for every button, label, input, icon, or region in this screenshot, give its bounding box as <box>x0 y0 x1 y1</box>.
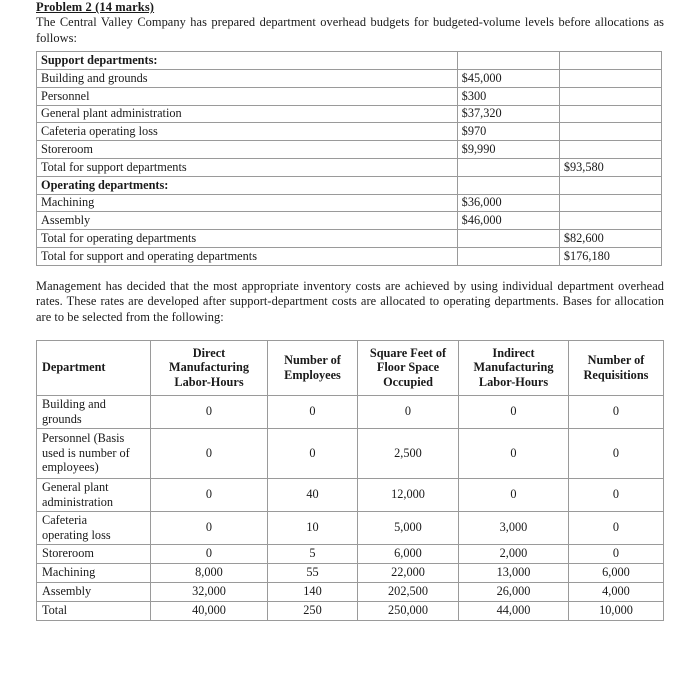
budget-row-amount <box>457 247 559 265</box>
table-row <box>37 212 662 230</box>
budget-row-amount: $46,000 <box>457 212 559 230</box>
spacer-after-budget-table <box>36 266 664 279</box>
document-content <box>36 0 664 621</box>
table-row <box>37 478 664 511</box>
cell-direct-manufacturing-labor-hours: 0 <box>151 511 268 544</box>
cell-department-name: Storeroom <box>37 544 151 563</box>
cell-number-of-requisitions: 4,000 <box>569 582 664 601</box>
budget-row-amount: $970 <box>457 123 559 141</box>
budget-row-label: Total for operating departments <box>37 230 458 248</box>
budget-row-amount <box>457 158 559 176</box>
cell-department-name: Total <box>37 601 151 620</box>
budget-row-amount: $300 <box>457 87 559 105</box>
page-title: Problem 2 (14 marks) <box>36 0 155 14</box>
table-row <box>37 395 664 428</box>
cell-indirect-manufacturing-labor-hours: 0 <box>459 428 569 478</box>
cell-direct-manufacturing-labor-hours: 40,000 <box>151 601 268 620</box>
cell-square-feet-floor-space: 12,000 <box>358 478 459 511</box>
table-row <box>37 544 664 563</box>
cell-direct-manufacturing-labor-hours: 0 <box>151 428 268 478</box>
cell-number-of-requisitions: 0 <box>569 395 664 428</box>
budget-row-label: Building and grounds <box>37 69 458 87</box>
cell-number-of-employees: 250 <box>268 601 358 620</box>
cell-number-of-employees: 55 <box>268 563 358 582</box>
table-row <box>37 601 664 620</box>
cell-number-of-requisitions: 6,000 <box>569 563 664 582</box>
table-row <box>37 69 662 87</box>
table-row <box>37 141 662 159</box>
budget-row-total <box>559 212 661 230</box>
cell-indirect-manufacturing-labor-hours: 2,000 <box>459 544 569 563</box>
cell-number-of-requisitions: 0 <box>569 544 664 563</box>
budget-row-total: $93,580 <box>559 158 661 176</box>
budget-table-body <box>37 52 662 266</box>
intro-paragraph: The Central Valley Company has prepared department overhead budgets for budgeted-volume levels before allocations as follows: <box>36 15 664 45</box>
cell-number-of-requisitions: 0 <box>569 511 664 544</box>
column-header-indirect-manufacturing-labor-hours: Indirect Manufacturing Labor-Hours <box>459 340 569 395</box>
table-row <box>37 582 664 601</box>
table-row <box>37 511 664 544</box>
budget-row-amount: $9,990 <box>457 141 559 159</box>
cell-department-name: Assembly <box>37 582 151 601</box>
cell-direct-manufacturing-labor-hours: 8,000 <box>151 563 268 582</box>
budget-row-label: Assembly <box>37 212 458 230</box>
table-row <box>37 230 662 248</box>
cell-direct-manufacturing-labor-hours: 0 <box>151 395 268 428</box>
cell-indirect-manufacturing-labor-hours: 44,000 <box>459 601 569 620</box>
budget-row-label: Total for support departments <box>37 158 458 176</box>
budget-row-total <box>559 105 661 123</box>
cell-square-feet-floor-space: 2,500 <box>358 428 459 478</box>
table-row <box>37 247 662 265</box>
budget-row-amount <box>457 52 559 70</box>
budget-row-total <box>559 141 661 159</box>
cell-number-of-employees: 40 <box>268 478 358 511</box>
budget-row-label: Cafeteria operating loss <box>37 123 458 141</box>
cell-number-of-requisitions: 10,000 <box>569 601 664 620</box>
cell-number-of-employees: 10 <box>268 511 358 544</box>
cell-indirect-manufacturing-labor-hours: 26,000 <box>459 582 569 601</box>
cell-department-name: General plant administration <box>37 478 151 511</box>
cell-indirect-manufacturing-labor-hours: 0 <box>459 395 569 428</box>
cell-number-of-employees: 0 <box>268 428 358 478</box>
table-row <box>37 194 662 212</box>
budget-row-amount <box>457 230 559 248</box>
cell-number-of-requisitions: 0 <box>569 428 664 478</box>
cell-direct-manufacturing-labor-hours: 0 <box>151 544 268 563</box>
budget-row-label: General plant administration <box>37 105 458 123</box>
budget-row-total <box>559 176 661 194</box>
table-row <box>37 158 662 176</box>
budget-row-total <box>559 123 661 141</box>
cell-department-name: Building and grounds <box>37 395 151 428</box>
budget-row-total: $176,180 <box>559 247 661 265</box>
table-row <box>37 428 664 478</box>
spacer-before-allocation-table <box>36 326 664 340</box>
budget-row-label: Operating departments: <box>37 176 458 194</box>
cell-square-feet-floor-space: 250,000 <box>358 601 459 620</box>
cell-square-feet-floor-space: 0 <box>358 395 459 428</box>
budget-row-amount: $37,320 <box>457 105 559 123</box>
table-row <box>37 563 664 582</box>
table-row <box>37 176 662 194</box>
cell-number-of-requisitions: 0 <box>569 478 664 511</box>
cell-indirect-manufacturing-labor-hours: 13,000 <box>459 563 569 582</box>
column-header-direct-manufacturing-labor-hours: Direct Manufacturing Labor-Hours <box>151 340 268 395</box>
budget-row-label: Storeroom <box>37 141 458 159</box>
allocation-bases-table <box>36 340 664 621</box>
budget-row-total: $82,600 <box>559 230 661 248</box>
column-header-square-feet-floor-space: Square Feet of Floor Space Occupied <box>358 340 459 395</box>
column-header-number-of-employees: Number of Employees <box>268 340 358 395</box>
management-paragraph: Management has decided that the most appropriate inventory costs are achieved by using individual department overhead rates. These rates are developed after support-department costs are allocated to operating departments. Bases for allocation are to be selected from the following: <box>36 278 664 324</box>
cell-department-name: Machining <box>37 563 151 582</box>
cell-department-name: Cafeteria operating loss <box>37 511 151 544</box>
budget-row-total <box>559 87 661 105</box>
cell-square-feet-floor-space: 5,000 <box>358 511 459 544</box>
budget-row-total <box>559 194 661 212</box>
budget-row-label: Personnel <box>37 87 458 105</box>
allocation-table-head <box>37 340 664 395</box>
budget-row-label: Machining <box>37 194 458 212</box>
budget-row-label: Support departments: <box>37 52 458 70</box>
cell-square-feet-floor-space: 202,500 <box>358 582 459 601</box>
cell-square-feet-floor-space: 22,000 <box>358 563 459 582</box>
budget-row-total <box>559 69 661 87</box>
cell-indirect-manufacturing-labor-hours: 3,000 <box>459 511 569 544</box>
cell-direct-manufacturing-labor-hours: 0 <box>151 478 268 511</box>
budget-row-amount: $36,000 <box>457 194 559 212</box>
table-row <box>37 52 662 70</box>
cell-direct-manufacturing-labor-hours: 32,000 <box>151 582 268 601</box>
allocation-header-row <box>37 340 664 395</box>
cell-square-feet-floor-space: 6,000 <box>358 544 459 563</box>
column-header-number-of-requisitions: Number of Requisitions <box>569 340 664 395</box>
column-header-department: Department <box>37 340 151 395</box>
cell-number-of-employees: 0 <box>268 395 358 428</box>
table-row <box>37 123 662 141</box>
budget-table <box>36 51 662 266</box>
cell-indirect-manufacturing-labor-hours: 0 <box>459 478 569 511</box>
table-row <box>37 105 662 123</box>
allocation-table-body <box>37 395 664 620</box>
cell-number-of-employees: 140 <box>268 582 358 601</box>
cell-number-of-employees: 5 <box>268 544 358 563</box>
budget-row-total <box>559 52 661 70</box>
budget-row-amount: $45,000 <box>457 69 559 87</box>
table-row <box>37 87 662 105</box>
budget-row-amount <box>457 176 559 194</box>
budget-row-label: Total for support and operating departments <box>37 247 458 265</box>
cell-department-name: Personnel (Basis used is number of employees) <box>37 428 151 478</box>
